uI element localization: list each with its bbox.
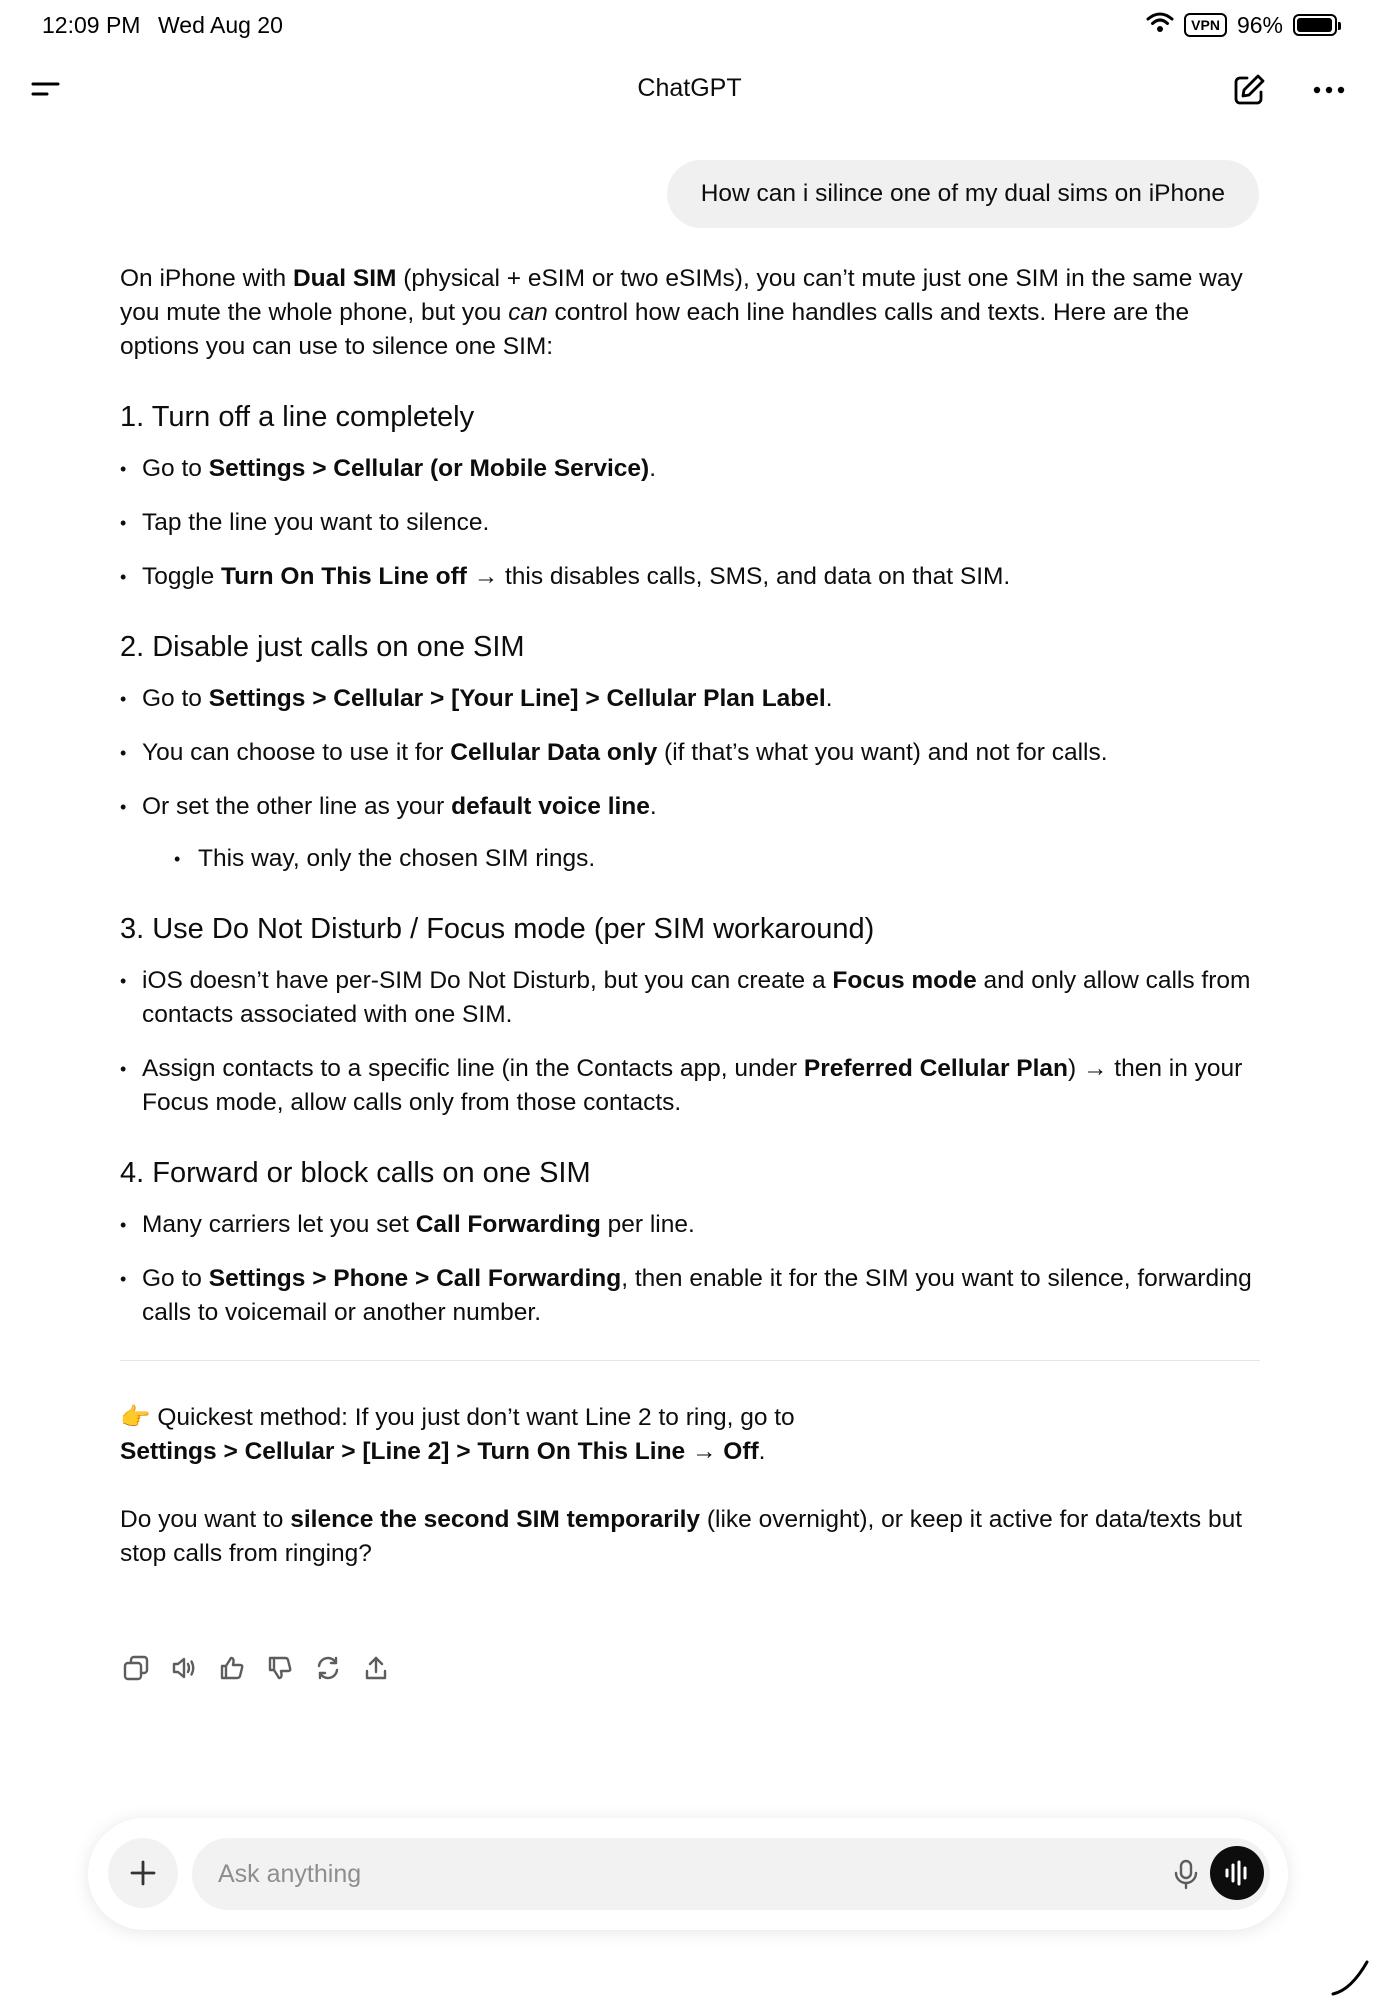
list-item bbox=[120, 506, 1260, 540]
vpn-badge: VPN bbox=[1184, 13, 1227, 37]
text: (if that’s what you want) and not for calls. bbox=[657, 739, 1108, 766]
thumbs-down-icon[interactable] bbox=[264, 1652, 296, 1684]
italic-text: can bbox=[508, 299, 548, 326]
section-heading: 3. Use Do Not Disturb / Focus mode (per SIM workaround) bbox=[120, 913, 875, 945]
bullet-list bbox=[120, 1208, 1260, 1330]
text: Toggle bbox=[142, 563, 222, 590]
thumbs-up-icon[interactable] bbox=[216, 1652, 248, 1684]
text: ) → then in your Focus mode, allow calls only from those contacts. bbox=[142, 1055, 1243, 1116]
user-message-bubble: How can i silince one of my dual sims on iPhone bbox=[667, 160, 1259, 228]
bold-text: Settings > Cellular (or Mobile Service) bbox=[208, 455, 650, 482]
pointing-hand-icon: 👉 bbox=[120, 1404, 151, 1431]
bold-text: Settings > Phone > Call Forwarding bbox=[208, 1265, 622, 1292]
text: Go to bbox=[142, 685, 209, 712]
add-attachment-button[interactable] bbox=[108, 1838, 178, 1908]
battery-level bbox=[1297, 18, 1332, 32]
message-actions bbox=[120, 1652, 392, 1684]
voice-mode-button[interactable] bbox=[1210, 1846, 1264, 1900]
intro-paragraph bbox=[120, 262, 1260, 364]
text: Many carriers let you set bbox=[142, 1211, 416, 1238]
sub-list bbox=[142, 842, 1260, 876]
status-time: 12:09 PM bbox=[42, 12, 141, 38]
voice-waveform-icon bbox=[1222, 1858, 1252, 1888]
battery-icon bbox=[1293, 14, 1337, 36]
quickest-method-paragraph bbox=[120, 1401, 1260, 1469]
section-heading: 4. Forward or block calls on one SIM bbox=[120, 1157, 591, 1189]
section-heading: 1. Turn off a line completely bbox=[120, 401, 475, 433]
top-nav bbox=[0, 60, 1379, 120]
bold-text: Cellular Data only bbox=[450, 739, 658, 766]
bold-text: Settings > Cellular > [Your Line] > Cellular Plan Label bbox=[208, 685, 826, 712]
assistant-message bbox=[120, 262, 1260, 1571]
text: Assign contacts to a specific line (in the Contacts app, under bbox=[142, 1055, 804, 1082]
bold-text: Turn On This Line off bbox=[221, 563, 467, 590]
section-heading: 2. Disable just calls on one SIM bbox=[120, 631, 525, 663]
text: You can choose to use it for bbox=[142, 739, 451, 766]
text: , then enable it for the SIM you want to silence, forwarding calls to voicemail or another number. bbox=[142, 1265, 1252, 1326]
list-item bbox=[120, 790, 1260, 876]
bold-text: Settings > Cellular > [Line 2] > Turn On This Line → Off bbox=[120, 1438, 759, 1465]
text: per line. bbox=[600, 1211, 695, 1238]
regenerate-icon[interactable] bbox=[312, 1652, 344, 1684]
message-input[interactable] bbox=[216, 1838, 1096, 1910]
bold-text: Focus mode bbox=[832, 967, 977, 994]
text: and only allow calls from contacts associated with one SIM. bbox=[142, 967, 1251, 1028]
list-item bbox=[120, 682, 1260, 716]
copy-icon[interactable] bbox=[120, 1652, 152, 1684]
page-title: ChatGPT bbox=[637, 74, 742, 102]
text: . bbox=[649, 455, 656, 482]
status-date: Wed Aug 20 bbox=[158, 12, 283, 38]
stylus-corner-icon bbox=[1329, 1954, 1373, 1998]
bullet-list bbox=[120, 452, 1260, 594]
microphone-icon[interactable] bbox=[1168, 1856, 1204, 1892]
message-input-container bbox=[192, 1838, 1270, 1910]
plus-icon bbox=[128, 1858, 158, 1888]
divider bbox=[120, 1360, 1260, 1361]
bold-text: Dual SIM bbox=[292, 265, 397, 292]
read-aloud-icon[interactable] bbox=[168, 1652, 200, 1684]
text: control how each line handles calls and texts. Here are the options you can use to silence one SIM: bbox=[120, 299, 1190, 360]
text: Quickest method: If you just don’t want Line 2 to ring, go to bbox=[150, 1404, 795, 1431]
battery-percent: 96% bbox=[1236, 11, 1283, 38]
text: On iPhone with bbox=[120, 265, 293, 292]
text: . bbox=[649, 793, 657, 820]
status-bar bbox=[0, 0, 1379, 52]
bold-text: Call Forwarding bbox=[415, 1211, 601, 1238]
text: . bbox=[758, 1438, 766, 1465]
share-icon[interactable] bbox=[360, 1652, 392, 1684]
list-item bbox=[120, 964, 1260, 1032]
bullet-list bbox=[120, 964, 1260, 1120]
text: Do you want to bbox=[120, 1506, 291, 1533]
text: . bbox=[825, 685, 833, 712]
list-item bbox=[120, 560, 1260, 594]
composer bbox=[88, 1818, 1288, 1930]
bold-text: default voice line bbox=[451, 793, 650, 820]
text: (like overnight), or keep it active for data/texts but stop calls from ringing? bbox=[120, 1506, 1243, 1567]
bold-text: Preferred Cellular Plan bbox=[803, 1055, 1069, 1082]
follow-up-question bbox=[120, 1503, 1260, 1571]
wifi-icon bbox=[1146, 11, 1174, 39]
list-item bbox=[120, 1052, 1260, 1120]
text: Or set the other line as your bbox=[142, 793, 452, 820]
status-indicators bbox=[1146, 11, 1337, 39]
list-item bbox=[120, 736, 1260, 770]
list-item bbox=[120, 1262, 1260, 1330]
bullet-list bbox=[120, 682, 1260, 876]
text: Tap the line you want to silence. bbox=[142, 509, 490, 536]
more-icon[interactable] bbox=[1309, 72, 1349, 108]
text: Go to bbox=[142, 455, 209, 482]
list-item bbox=[120, 1208, 1260, 1242]
new-chat-icon[interactable] bbox=[1231, 72, 1267, 108]
text: (physical + eSIM or two eSIMs), you can’t mute just one SIM in the same way you mute the whole phone, but you bbox=[120, 265, 1243, 326]
text: Go to bbox=[142, 1265, 209, 1292]
list-item bbox=[120, 452, 1260, 486]
bold-text: silence the second SIM temporarily bbox=[290, 1506, 701, 1533]
sub-list-item: • This way, only the chosen SIM rings. bbox=[142, 842, 1260, 876]
text: iOS doesn’t have per-SIM Do Not Disturb, but you can create a bbox=[142, 967, 833, 994]
text: → this disables calls, SMS, and data on that SIM. bbox=[466, 563, 1011, 590]
